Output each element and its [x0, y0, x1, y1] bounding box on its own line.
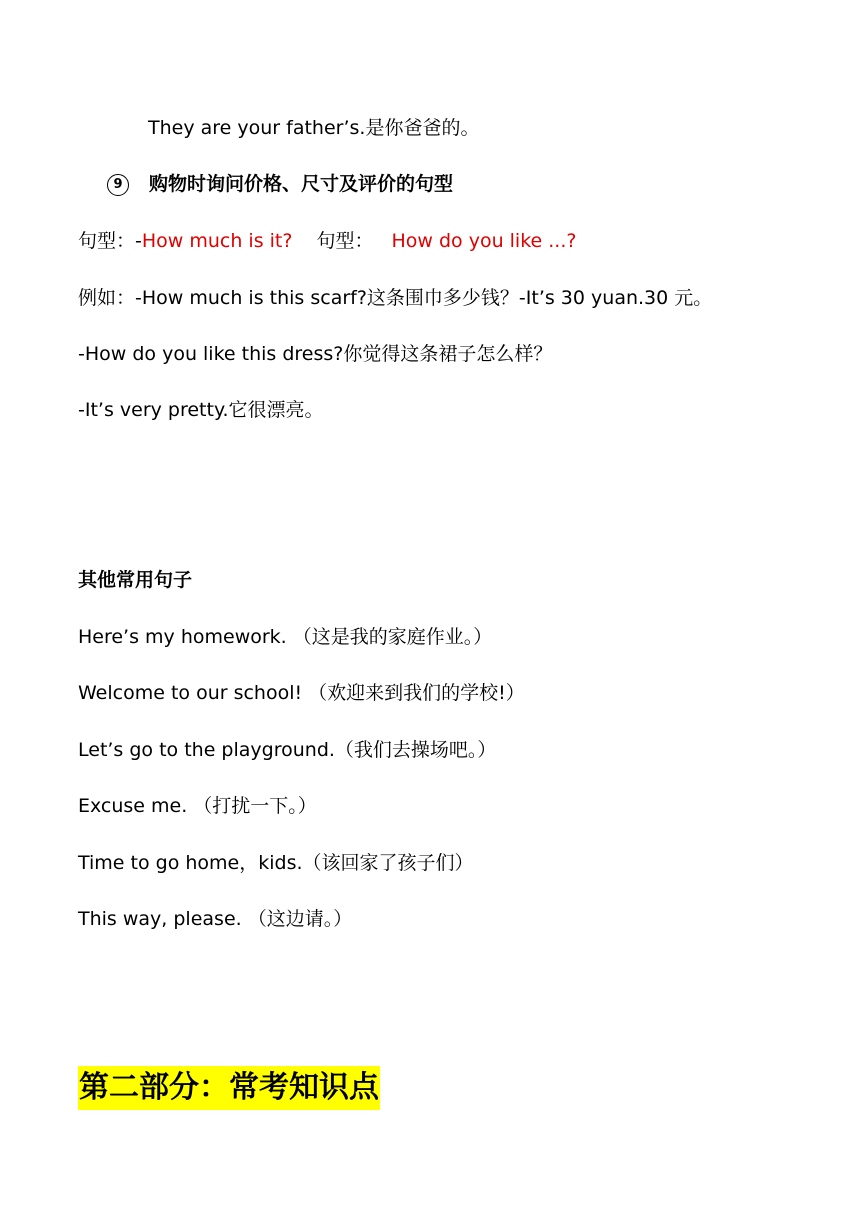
pattern-how-do-you-like: How do you like ...?: [391, 230, 577, 252]
section-number-badge: 9: [107, 174, 129, 196]
sentence-item: This way, please. （这边请。）: [78, 908, 353, 930]
other-sentences-heading: 其他常用句子: [78, 569, 193, 591]
sentence-item: Time to go home，kids.（该回家了孩子们）: [78, 852, 474, 874]
example-scarf: 例如：-How much is this scarf?这条围巾多少钱？-It’s 30 yuan.30 元。: [78, 287, 713, 309]
example-pretty: -It’s very pretty.它很漂亮。: [78, 399, 324, 421]
sentence-item: Excuse me. （打扰一下。）: [78, 795, 317, 817]
pattern-label-1: 句型：-: [78, 230, 142, 252]
sentence-fathers: They are your father’s.是你爸爸的。: [148, 117, 480, 139]
pattern-how-much: How much is it?: [141, 230, 293, 252]
section-9-title: 购物时询问价格、尺寸及评价的句型: [149, 173, 454, 195]
section-9-heading: [107, 171, 453, 197]
sentence-item: Welcome to our school! （欢迎来到我们的学校!）: [78, 682, 525, 704]
example-dress: -How do you like this dress?你觉得这条裙子怎么样？: [78, 343, 553, 365]
pattern-line: [78, 228, 576, 254]
sentence-item: Let’s go to the playground.（我们去操场吧。）: [78, 739, 497, 761]
sentence-item: Here’s my homework. （这是我的家庭作业。）: [78, 626, 493, 648]
pattern-label-2: 句型：: [316, 230, 374, 252]
part-two-heading: 第二部分：常考知识点: [78, 1066, 380, 1110]
